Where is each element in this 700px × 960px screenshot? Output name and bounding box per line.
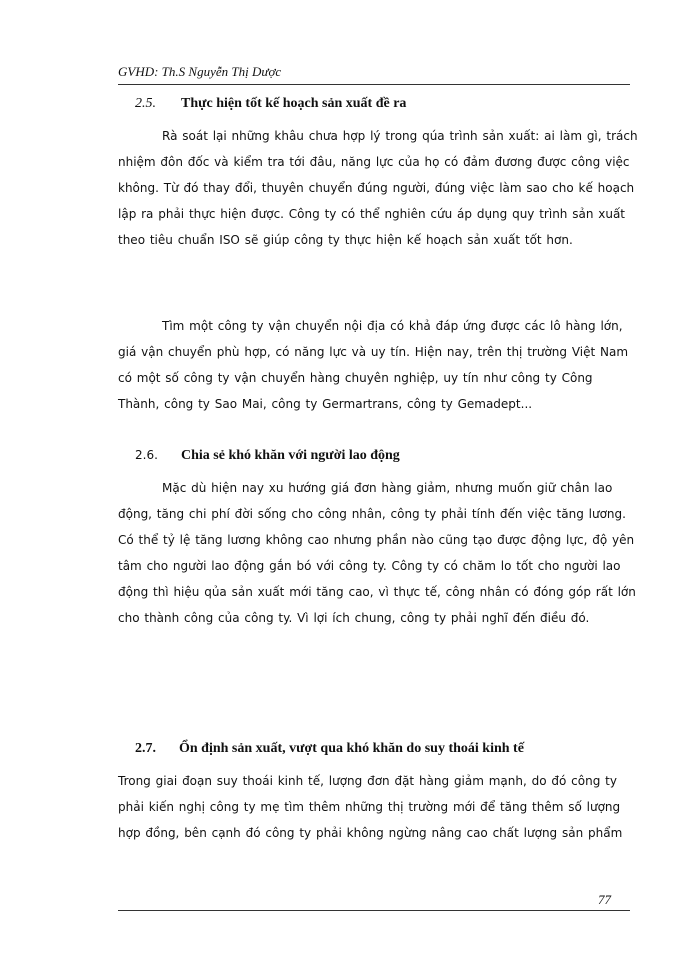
- section-number: 2.5.: [135, 96, 156, 111]
- section-title: Thực hiện tốt kế hoạch sản xuất đề ra: [181, 96, 407, 111]
- paragraph: [118, 313, 638, 417]
- section-heading-2-7: [135, 741, 524, 757]
- paragraph-text: Trong giai đoạn suy thoái kinh tế, lượng đơn đặt hàng giảm mạnh, do đó công ty phải kiến nghị công ty mẹ tìm thêm những thị trường mới để tăng thêm số lượng hợp đồng, bên cạnh đó công ty phải không ngừng nâng cao chất lượng sản phẩm: [118, 774, 623, 840]
- paragraph: [118, 475, 638, 631]
- section-title: Ổn định sản xuất, vượt qua khó khăn do suy thoái kinh tế: [179, 741, 524, 756]
- page-header: GVHD: Th.S Nguyễn Thị Dược: [118, 64, 282, 79]
- section-number: 2.6.: [135, 448, 158, 462]
- paragraph-text: Mặc dù hiện nay xu hướng giá đơn hàng giảm, nhưng muốn giữ chân lao động, tăng chi phí đời sống cho công nhân, công ty phải tính đến việc tăng lương. Có thể tỷ lệ tăng lương không cao nhưng phần nào cũng tạo được động lực, độ yên tâm cho người lao động gắn bó với công ty. Công ty có chăm lo tốt cho người lao động thì hiệu qủa sản xuất mới tăng cao, vì thực tế, công nhân có đóng góp rất lớn cho thành công của công ty. Vì lợi ích chung, công ty phải nghĩ đến điều đó.: [118, 481, 636, 625]
- section-heading-2-6: [135, 448, 400, 464]
- page-number: 77: [598, 892, 611, 907]
- paragraph-text: Rà soát lại những khâu chưa hợp lý trong qúa trình sản xuất: ai làm gì, trách nhiệm đôn đốc và kiểm tra tới đâu, năng lực của họ có đảm đương được công việc không. Từ đó thay đổi, thuyên chuyển đúng người, đúng việc làm sao cho kế hoạch lập ra phải thực hiện được. Công ty có thể nghiên cứu áp dụng quy trình sản xuất theo tiêu chuẩn ISO sẽ giúp công ty thực hiện kế hoạch sản xuất tốt hơn.: [118, 129, 638, 247]
- footer-divider: [118, 910, 630, 911]
- section-title: Chia sẻ khó khăn với người lao động: [181, 448, 400, 463]
- paragraph: [118, 123, 638, 253]
- paragraph-text: Tìm một công ty vận chuyển nội địa có khả đáp ứng được các lô hàng lớn, giá vận chuyển phù hợp, có năng lực và uy tín. Hiện nay, trên thị trường Việt Nam có một số công ty vận chuyển hàng chuyên nghiệp, uy tín như công ty Công Thành, công ty Sao Mai, công ty Germartrans, công ty Gemadept...: [118, 319, 629, 411]
- section-heading-2-5: [135, 96, 406, 112]
- header-divider: [118, 84, 630, 85]
- section-number: 2.7.: [135, 741, 156, 756]
- paragraph: [118, 768, 638, 846]
